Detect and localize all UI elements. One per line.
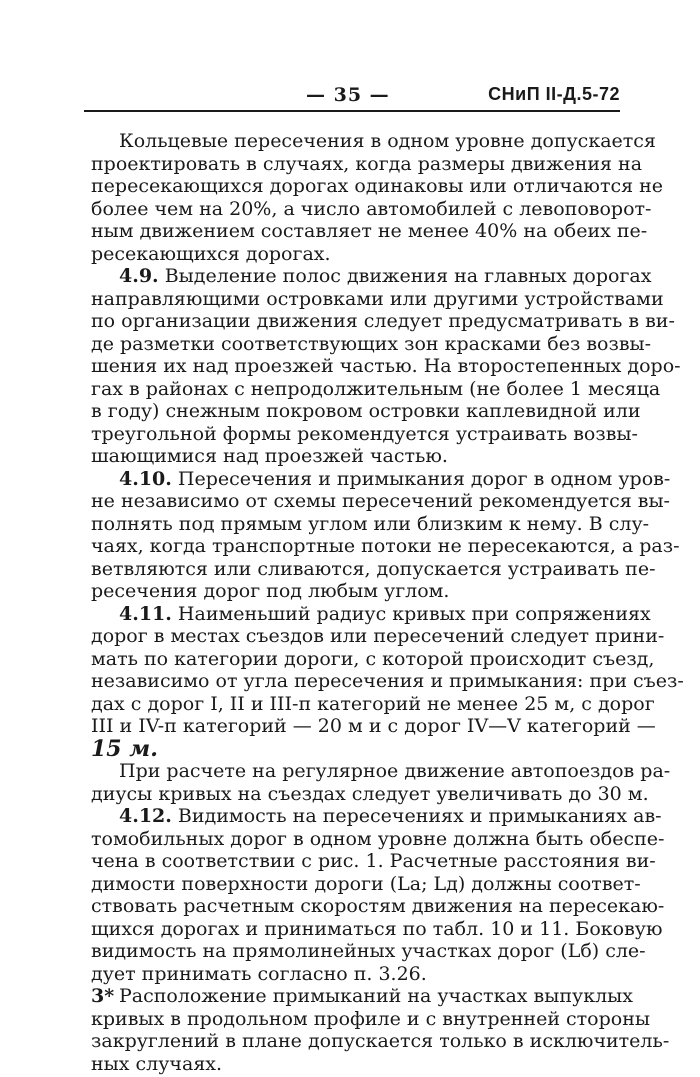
text-line: [91, 467, 671, 491]
text-line: [91, 287, 664, 311]
text-line: [91, 535, 680, 558]
line-text: направляющими островками или другими устройствами: [91, 287, 664, 310]
text-line: [91, 332, 652, 356]
text-line: [91, 805, 662, 828]
line-text: чаях, когда транспортные потоки не пересекаются, а раз-: [91, 535, 680, 557]
line-text: ветвляются или сливаются, допускается устраивать пе-: [91, 557, 656, 580]
line-text: де разметки соответствующих зон красками без возвы-: [91, 332, 652, 355]
text-line: [91, 850, 656, 873]
text-line: [91, 490, 670, 513]
line-text: Кольцевые пересечения в одном уровне допускается: [119, 130, 656, 152]
text-line: [91, 310, 675, 333]
line-text: дорог в местах съездов или пересечений следует прини-: [91, 625, 665, 647]
line-text: полнять под прямым углом или близким к нему. В слу-: [91, 512, 650, 535]
text-line: [91, 895, 665, 918]
line-text: ным движением составляет не менее 40% на обеих пе-: [91, 220, 648, 242]
text-line: [91, 243, 623, 266]
signature-mark: 3*: [91, 985, 115, 1007]
line-text: по организации движения следует предусматривать в ви-: [91, 310, 675, 332]
line-text: ресекающихся дорогах.: [91, 242, 331, 265]
text-line: [91, 735, 623, 762]
text-line: [91, 917, 663, 941]
text-line: [91, 625, 665, 648]
line-text: щихся дорогах и приниматься по табл. 10 и 11. Боковую: [91, 917, 663, 940]
line-text: ных случаях.: [91, 1052, 223, 1075]
text-line: [91, 175, 664, 198]
text-line: [91, 1030, 670, 1053]
text-line: [91, 400, 641, 423]
line-text: видимость на прямолинейных участках дорог (Lб) сле-: [91, 940, 646, 962]
section-number: 4.11.: [119, 602, 172, 625]
text-line: [91, 580, 623, 603]
text-line: [91, 670, 684, 693]
line-text: закруглений в плане допускается только в исключитель-: [91, 1030, 670, 1052]
text-line: [91, 445, 623, 468]
text-line: [91, 377, 661, 401]
section-number: 4.10.: [119, 467, 172, 490]
page-header: [84, 84, 630, 110]
text-line: [91, 940, 646, 963]
line-text: кривых в продольном профиле и с внутренней стороны: [91, 1007, 650, 1030]
text-line: [91, 647, 655, 671]
section-number: 4.9.: [119, 265, 159, 287]
text-line: [91, 512, 650, 536]
line-text: дах с дорог I, II и III-п категорий не менее 25 м, с дорог: [91, 692, 655, 715]
line-text: димости поверхности дороги (Lа; Lд) должны соответ-: [91, 872, 641, 895]
line-text: III и IV-п категорий — 20 м и с дорог IV—V категорий —: [91, 715, 656, 737]
line-text: ресечения дорог под любым углом.: [91, 580, 450, 602]
line-text: не независимо от схемы пересечений рекомендуется вы-: [91, 490, 670, 512]
text-line: [91, 715, 656, 738]
page-number: — 35 —: [306, 84, 390, 106]
line-text: треугольной формы рекомендуется устраивать возвы-: [91, 422, 638, 445]
line-text: гах в районах с непродолжительным (не более 1 месяца: [91, 377, 661, 400]
text-line: [91, 220, 648, 243]
text-line: [91, 760, 671, 783]
line-text: мать по категории дороги, с которой происходит съезд,: [91, 647, 655, 670]
text-line: [91, 557, 656, 581]
line-text: томобильных дорог в одном уровне должна быть обеспе-: [91, 827, 665, 850]
line-text: шающимися над проезжей частью.: [91, 445, 448, 467]
line-text: более чем на 20%, а число автомобилей с левоповорот-: [91, 197, 652, 220]
text-line: [91, 355, 681, 378]
line-text: Выделение полос движения на главных дорогах: [158, 265, 652, 287]
line-text: чена в соответствии с рис. 1. Расчетные расстояния ви-: [91, 850, 656, 872]
line-text: дует принимать согласно п. 3.26.: [91, 962, 427, 985]
text-line: [91, 152, 643, 176]
text-line: [91, 985, 633, 1008]
line-text: шения их над проезжей частью. На второстепенных доро-: [91, 355, 681, 377]
line-text: ствовать расчетным скоростям движения на пересекаю-: [91, 895, 665, 917]
line-text: Наименьший радиус кривых при сопряжениях: [171, 602, 651, 625]
line-text: пересекающихся дорогах одинаковы или отличаются не: [91, 175, 664, 197]
radius-value: 15 м.: [91, 735, 158, 762]
text-line: [91, 827, 665, 851]
line-text: При расчете на регулярное движение автопоездов ра-: [119, 760, 671, 782]
text-line: [91, 963, 623, 986]
line-text: Пересечения и примыкания дорог в одном уров-: [171, 467, 671, 490]
section-number: 4.12.: [119, 805, 172, 827]
text-line: [91, 692, 655, 716]
body-text: [91, 130, 684, 1075]
text-line: [91, 782, 649, 806]
text-line: [91, 197, 652, 221]
line-text: проектировать в случаях, когда размеры движения на: [91, 152, 643, 175]
text-line: [91, 1053, 623, 1076]
line-text: независимо от угла пересечения и примыкания: при съез-: [91, 670, 684, 692]
header-rule: [84, 110, 620, 112]
text-line: [91, 1007, 650, 1031]
document-code: СНиП II-Д.5-72: [488, 84, 620, 104]
line-text: диусы кривых на съездах следует увеличивать до 30 м.: [91, 782, 649, 805]
text-line: [91, 602, 651, 626]
line-text: Расположение примыканий на участках выпуклых: [119, 985, 633, 1007]
line-text: Видимость на пересечениях и примыканиях ав-: [171, 805, 662, 827]
text-line: [91, 422, 638, 446]
line-text: в году) снежным покровом островки каплевидной или: [91, 400, 641, 422]
text-line: [91, 265, 652, 288]
text-line: [91, 130, 656, 153]
text-line: [91, 872, 641, 896]
